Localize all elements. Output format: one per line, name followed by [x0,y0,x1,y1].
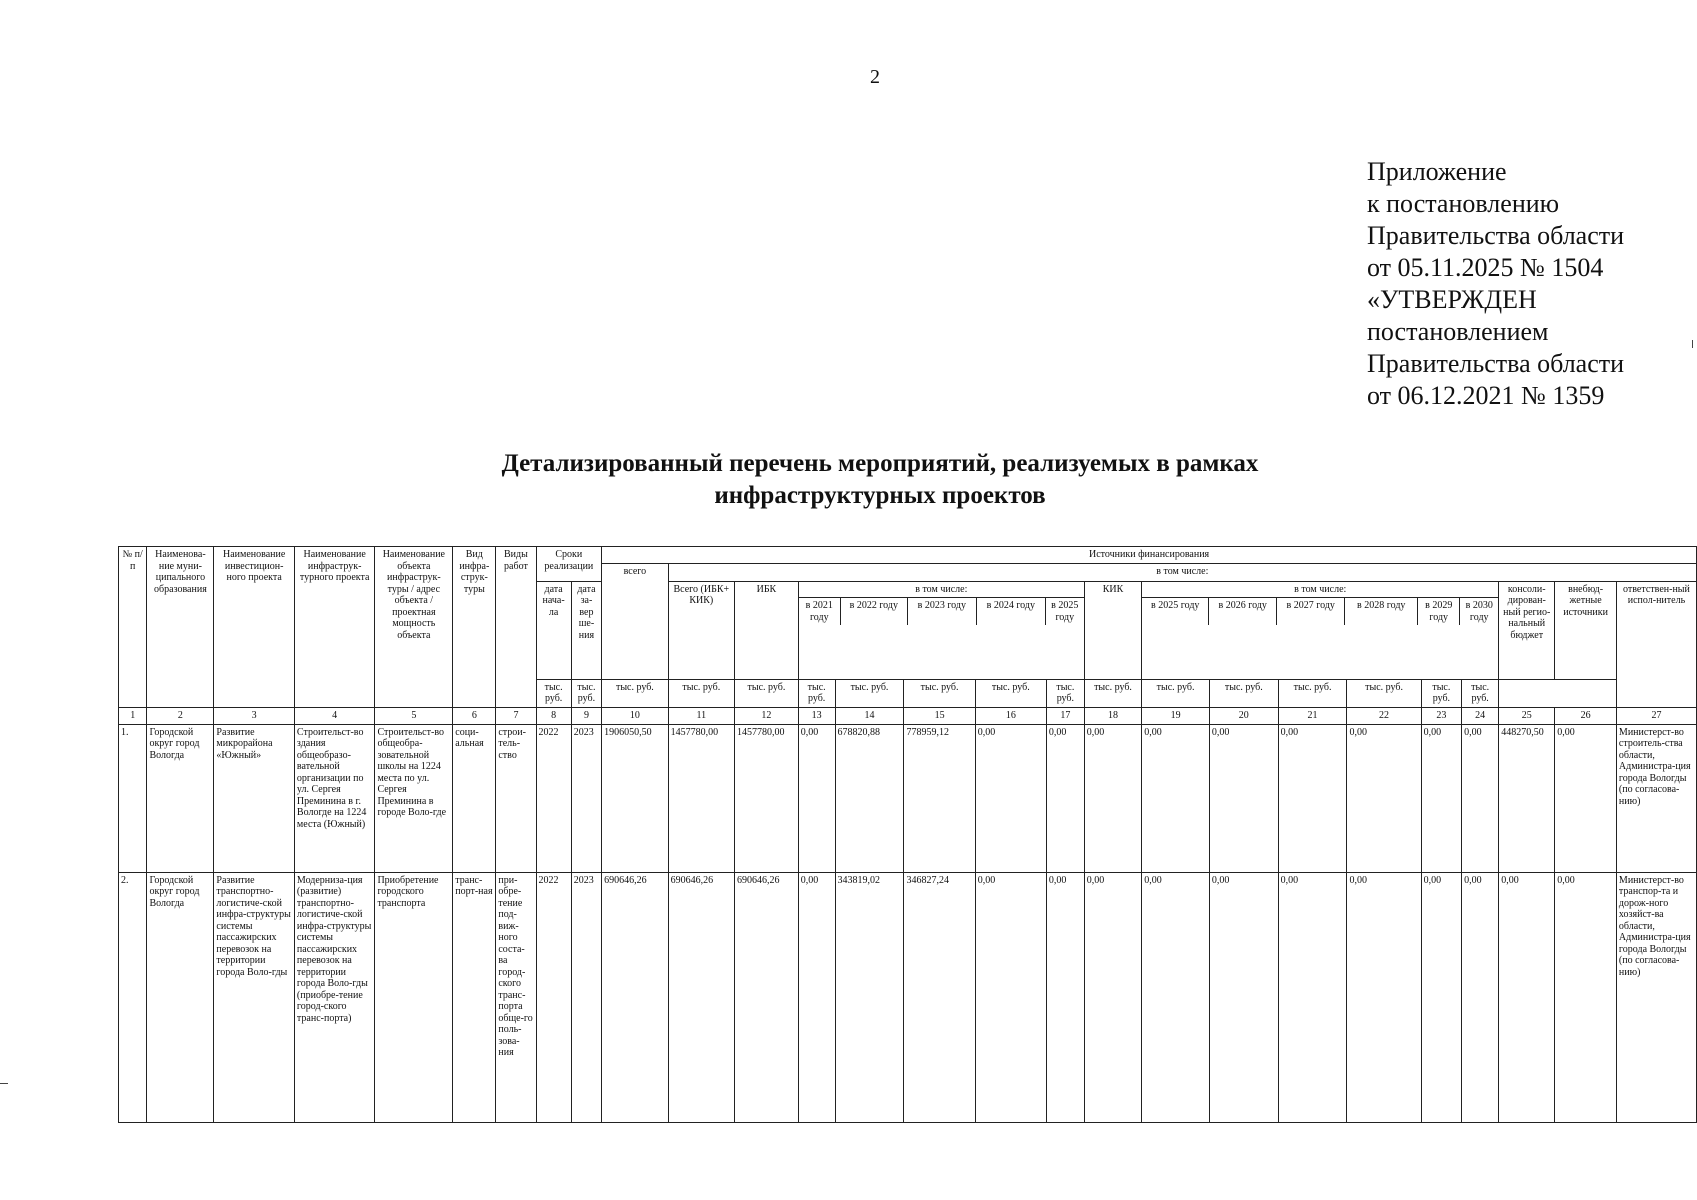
unit-label: тыс. руб. [1347,679,1421,707]
cell-infra-type: транс-порт-ная [453,872,496,1122]
cell-kik-2029: 0,00 [1421,872,1461,1122]
appendix-line: «УТВЕРЖДЕН [1367,285,1537,314]
cell-kik-2025: 0,00 [1142,872,1210,1122]
header-including-ibk: в том числе: [799,582,1084,599]
cell-extra-budget: 0,00 [1555,724,1617,872]
unit-label: тыс. руб. [536,679,571,707]
header-kik: КИК [1084,581,1141,679]
header-infra-project: Наименование инфраструк-турного проекта [294,547,375,708]
header-ibk-2021: в 2021 году [799,598,841,625]
header-kik-2028: в 2028 году [1345,598,1418,625]
unit-label: тыс. руб. [1278,679,1347,707]
column-number: 18 [1084,707,1141,724]
cell-num: 1. [119,724,147,872]
column-number: 5 [375,707,453,724]
header-num: № п/п [119,547,147,708]
column-number: 26 [1555,707,1617,724]
cell-investment-project: Развитие микрорайона «Южный» [214,724,295,872]
column-number: 17 [1046,707,1084,724]
cell-infra-project: Строительст-во здания общеобразо-вательной организации по ул. Сергея Преминина в г. Вологде на 1224 места (Южный) [294,724,375,872]
cell-ibk-2024: 0,00 [975,724,1046,872]
cell-ibk-2025: 0,00 [1046,872,1084,1122]
unit-label: тыс. руб. [975,679,1046,707]
column-number: 19 [1142,707,1210,724]
cell-kik-2030: 0,00 [1462,872,1499,1122]
edge-mark [0,1083,8,1084]
header-extra-budget: внебюд-жетные источники [1555,581,1617,679]
header-infra-type: Вид инфра-струк-туры [453,547,496,708]
cell-start: 2022 [536,724,571,872]
unit-label: тыс. руб. [735,679,799,707]
edge-mark [1692,340,1693,348]
header-ibk: ИБК [735,581,799,679]
cell-kik-2026: 0,00 [1209,724,1278,872]
header-work-types: Виды работ [496,547,536,708]
cell-kik-2030: 0,00 [1462,724,1499,872]
header-municipality: Наименова-ние муни-ципального образования [147,547,214,708]
cell-infra-project: Модерниза-ция (развитие) транспортно-логистиче-ской инфра-структуры системы пассажирских перевозок на территории города Воло-гды (приобре-тение город-ского транс-порта) [294,872,375,1122]
appendix-line: от 05.11.2025 № 1504 [1367,253,1604,282]
cell-kik-2027: 0,00 [1278,724,1347,872]
cell-infra-object: Строительст-во общеобра-зовательной школы на 1224 места по ул. Сергея Преминина в городе Воло-где [375,724,453,872]
cell-kik-2025: 0,00 [1142,724,1210,872]
cell-num: 2. [119,872,147,1122]
cell-start: 2022 [536,872,571,1122]
cell-responsible: Министерст-во строитель-ства области, Администра-ция города Вологды (по согласова-нию) [1616,724,1696,872]
cell-consolidated: 448270,50 [1499,724,1555,872]
cell-kik: 0,00 [1084,724,1141,872]
cell-municipality: Городской округ город Вологда [147,724,214,872]
unit-label: тыс. руб. [1462,679,1499,707]
document-title-line: Детализированный перечень мероприятий, реализуемых в рамках [501,450,1259,477]
unit-label: тыс. руб. [668,679,734,707]
cell-consolidated: 0,00 [1499,872,1555,1122]
cell-ibk: 690646,26 [735,872,799,1122]
cell-ibk-2024: 0,00 [975,872,1046,1122]
header-start-date: дата нача-ла [536,581,571,679]
cell-infra-type: соци-альная [453,724,496,872]
header-kik-breakdown [1142,581,1499,679]
unit-label: тыс. руб. [904,679,975,707]
cell-end: 2023 [571,872,601,1122]
cell-end: 2023 [571,724,601,872]
table-row [119,724,1697,872]
cell-ibk-2022: 678820,88 [835,724,904,872]
column-number: 16 [975,707,1046,724]
column-number: 27 [1616,707,1696,724]
unit-label: тыс. руб. [602,679,668,707]
header-infra-object: Наименование объекта инфраструк-туры / адрес объекта / проектная мощность объекта [375,547,453,708]
column-number: 15 [904,707,975,724]
header-investment-project: Наименование инвестицион-ного проекта [214,547,295,708]
header-end-date: дата за-вер ше-ния [571,581,601,679]
cell-municipality: Городской округ город Вологда [147,872,214,1122]
header-kik-2026: в 2026 году [1209,598,1277,625]
cell-ibk-2023: 346827,24 [904,872,975,1122]
unit-label: тыс. руб. [1046,679,1084,707]
measures-table [118,546,1697,1123]
unit-label: тыс. руб. [1421,679,1461,707]
column-number: 14 [835,707,904,724]
header-kik-2030: в 2030 году [1465,600,1493,623]
unit-label: тыс. руб. [798,679,835,707]
cell-extra-budget: 0,00 [1555,872,1617,1122]
column-number: 13 [798,707,835,724]
cell-investment-project: Развитие транспортно-логистиче-ской инфра-структуры системы пассажирских перевозок на территории города Воло-гды [214,872,295,1122]
header-terms: Сроки реализации [536,547,602,582]
unit-label: тыс. руб. [835,679,904,707]
cell-kik-2028: 0,00 [1347,724,1421,872]
header-ibk-2025: в 2025 году [1051,600,1079,623]
header-including: в том числе: [668,563,1696,581]
appendix-line: постановлением [1367,317,1549,346]
header-kik-2027: в 2027 году [1277,598,1345,625]
cell-kik-2027: 0,00 [1278,872,1347,1122]
cell-ibk-2025: 0,00 [1046,724,1084,872]
cell-total-ibk-kik: 690646,26 [668,872,734,1122]
cell-kik-2028: 0,00 [1347,872,1421,1122]
header-total: всего [602,563,668,679]
header-kik-2029: в 2029 году [1418,598,1460,625]
header-kik-2025: в 2025 году [1142,598,1209,625]
cell-ibk-2021: 0,00 [798,724,835,872]
cell-ibk: 1457780,00 [735,724,799,872]
appendix-line: Правительства области [1367,349,1625,378]
appendix-block [1367,156,1624,412]
page-number: 2 [870,66,880,88]
column-number: 24 [1462,707,1499,724]
column-number: 1 [119,707,147,724]
document-title [300,448,1460,512]
appendix-line: от 06.12.2021 № 1359 [1367,381,1605,410]
column-number: 11 [668,707,734,724]
cell-ibk-2021: 0,00 [798,872,835,1122]
cell-ibk-2023: 778959,12 [904,724,975,872]
cell-kik: 0,00 [1084,872,1141,1122]
cell-kik-2026: 0,00 [1209,872,1278,1122]
header-funding-sources: Источники финансирования [602,547,1697,564]
column-number: 8 [536,707,571,724]
cell-infra-object: Приобретение городского транспорта [375,872,453,1122]
column-number: 6 [453,707,496,724]
cell-total: 1906050,50 [602,724,668,872]
column-number: 25 [1499,707,1555,724]
header-ibk-2023: в 2023 году [908,598,977,625]
column-number: 7 [496,707,536,724]
column-number: 21 [1278,707,1347,724]
header-consolidated: консоли-дирован-ный регио-нальный бюджет [1499,581,1555,679]
appendix-line: Правительства области [1367,221,1625,250]
column-number: 3 [214,707,295,724]
column-number: 9 [571,707,601,724]
header-total-ibk-kik: Всего (ИБК+ КИК) [668,581,734,679]
cell-work-types: строи-тель-ство [496,724,536,872]
unit-label: тыс. руб. [571,679,601,707]
column-number: 22 [1347,707,1421,724]
header-ibk-breakdown [798,581,1084,679]
cell-responsible: Министерст-во транспор-та и дорож-ного хозяйст-ва области, Администра-ция города Вологды (по согласова-нию) [1616,872,1696,1122]
cell-kik-2029: 0,00 [1421,724,1461,872]
column-number: 2 [147,707,214,724]
column-number: 23 [1421,707,1461,724]
appendix-line: Приложение [1367,157,1507,186]
column-number: 10 [602,707,668,724]
column-number: 12 [735,707,799,724]
appendix-line: к постановлению [1367,189,1560,218]
cell-work-types: при-обре-тение под-виж-ного соста-ва город-ского транс-порта обще-го поль-зова-ния [496,872,536,1122]
column-number: 20 [1209,707,1278,724]
document-title-line: инфраструктурных проектов [714,482,1046,509]
cell-total: 690646,26 [602,872,668,1122]
header-responsible: ответствен-ный испол-нитель [1616,581,1696,707]
column-number: 4 [294,707,375,724]
unit-label: тыс. руб. [1142,679,1210,707]
header-including-kik: в том числе: [1142,582,1498,599]
cell-total-ibk-kik: 1457780,00 [668,724,734,872]
table-row [119,872,1697,1122]
unit-label: тыс. руб. [1209,679,1278,707]
header-ibk-2022: в 2022 году [841,598,908,625]
header-ibk-2024: в 2024 году [977,598,1046,625]
cell-ibk-2022: 343819,02 [835,872,904,1122]
unit-label: тыс. руб. [1084,679,1141,707]
